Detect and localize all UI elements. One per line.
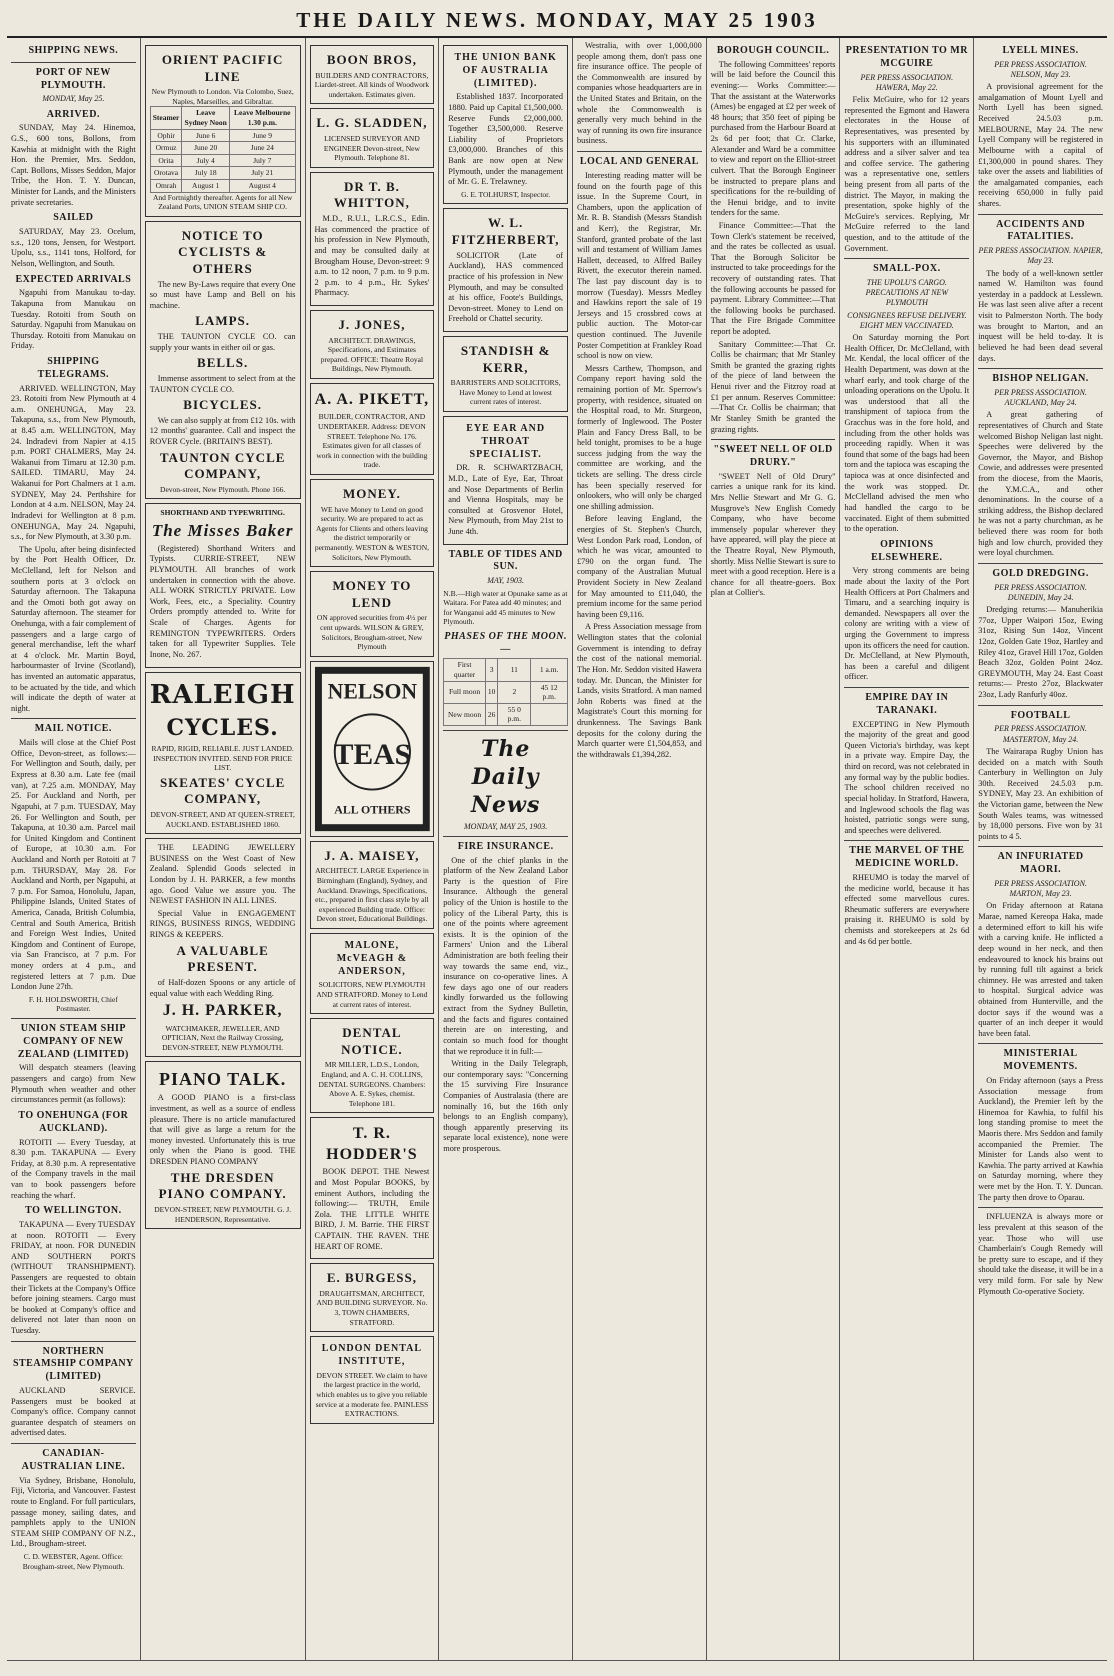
- table-cell: August 1: [182, 180, 230, 193]
- malone-ad: [310, 933, 435, 1014]
- opinions-text: Very strong comments are being made about the laxity of the Port Health Officers at Port Chalmers and Timaru, and a searching inquiry is demanded. Newspapers all over the colony are writing with a view of urging the Government to impress upon its officers the need for caution. Dr. McClelland, at New Plymouth, has been a careful and diligent officer.: [844, 566, 970, 682]
- canadian-line-heading: CANADIAN-AUSTRALIAN LINE.: [21, 1448, 126, 1472]
- northern-steamship-text: AUCKLAND SERVICE. Passengers must be booked at Company's office. Company cannot guarantee despatch of steamers on advertised dates.: [11, 1386, 136, 1438]
- table-cell: August 4: [230, 180, 296, 193]
- football-text: The Wairarapa Rugby Union has decided on a match with South Canterbury in Wellington on July 30th. Received 24.5.03 p.m. SYDNEY, May 23. An exhibition of the Victorian game, between the New South Wales teams, was witnessed by 18,000 persons. Five won by 31 points to 4 5.: [978, 746, 1103, 841]
- local-general-text-3: Before leaving England, the energies of St. Stephen's Church, West London Park road, London, of which he was vicar, amounted to £790 on the organ fund. The company of the Australian Mutual Provident Society in New Zealand for May amounted to £11,040, the premium income for the same period having been £9,116.: [577, 514, 702, 619]
- jones-heading: J. JONES,: [338, 316, 406, 332]
- divider: [577, 151, 702, 152]
- moon-heading: PHASES OF THE MOON.—: [444, 630, 567, 655]
- canadian-line-text: Via Sydney, Brisbane, Honolulu, Fiji, Victoria, and Vancouver. Fastest route to England. For full particulars, passage money, sailing dates, and pamphlets apply to the UNION STEAM SHIP COMPANY OF N.Z., Ltd., Brougham-street.: [11, 1475, 136, 1549]
- piano-ad: [145, 1061, 301, 1229]
- table-cell: 10: [485, 681, 498, 703]
- divider: [978, 563, 1103, 564]
- sweet-nell-heading: "SWEET NELL OF OLD DRURY.": [713, 444, 833, 468]
- table-cell: Ophir: [150, 129, 182, 142]
- parker-text: WATCHMAKER, JEWELLER, AND OPTICIAN, Next the Railway Crossing, DEVON-STREET, NEW PLYMOUTH.: [161, 1023, 284, 1052]
- sailed-text: SATURDAY, May 23. Ocelum, s.s., 120 tons, Jensen, for Westport. Upolu, s.s., 1141 tons, Holford, for Nelson, Wellington, and South.: [11, 227, 136, 268]
- smallpox-text: On Saturday morning the Port Health Officer, Dr. McClelland, with Mr. Kendal, the local officer of the Health Department, was down at the wharf early, and took charge of the unloading operations on the Upolu. It was understood that all the transhipment of tapioca from the Gracchus was in the fore hold, and including from the other holds was proceeding rapidly. When it was found that some of the bags had been torn and the tapioca was escaping the tapioca was at once disinfected and the work was stopped. Dr. McClelland advised the men who had handled the cargo to be vaccinated. Eight of them submitted to the operation.: [844, 333, 970, 534]
- marvel-text: RHEUMO is today the marvel of the medicine world, because it has effected some marvellous cures. Rheumatic sufferers are everywhere praising it. RHEUMO is sold by chemists and storekeepers at 2s 6d and 4s 6d per bottle.: [844, 872, 970, 946]
- table-row: [444, 659, 568, 681]
- column-4: [439, 38, 573, 1660]
- london-dental-text: DEVON STREET. We claim to have the largest practice in the world, which enables us to give you reliable service at a moderate fee. PAINLESS EXTRACTIONS.: [315, 1370, 429, 1419]
- standish-heading: STANDISH & KERR,: [460, 342, 551, 375]
- fitzherbert-heading: W. L. FITZHERBERT,: [451, 215, 560, 248]
- boon-heading: BOON BROS,: [326, 52, 417, 67]
- lyell-text: A provisional agreement for the amalgamation of Mount Lyell and North Lyell has been signed. Received 24.5.03 p.m. MELBOURNE, May 24. The new Lyell Company will be registered in Melbourne with a capital of £1,300,000 in pound shares. They take over the assets and liabilities of the amalgamated companies, each receiving 650,000 in fully paid shares.: [978, 82, 1103, 208]
- maori-text: On Friday afternoon at Ratana Marae, named Kereopa Haka, made a determined effort to kill his wife with a carving knife. He inflicted a deep wound in her neck, and then endeavoured to knock his brains out by running full tilt against a brick chimney. He was arrested and taken to hospital. Surgical advice was obtained from Hunterville, and the doctor says if the wound was a quarter of an inch deeper it would have been fatal.: [978, 901, 1103, 1038]
- skeates-text: DEVON-STREET, AND AT QUEEN-STREET, AUCKLAND. ESTABLISHED 1860.: [150, 809, 295, 829]
- parker-heading: J. H. PARKER,: [162, 1002, 283, 1020]
- london-dental-ad: [310, 1336, 435, 1424]
- table-cell: 1 a.m.: [531, 659, 568, 681]
- maisey-text: ARCHITECT. LARGE Experience in Birmingham (England), Sydney, and Auckland. Drawings, Specifications, etc., prepared in first class style by all experienced Building trade. Office: Devon street, Educational Buildings.: [315, 866, 429, 924]
- empire-day-heading: EMPIRE DAY IN TARANAKI.: [865, 692, 949, 716]
- dental-heading: DENTAL NOTICE.: [341, 1025, 403, 1057]
- paper-title: The Daily News: [470, 736, 541, 819]
- london-dental-heading: LONDON DENTAL INSTITUTE,: [321, 1343, 423, 1367]
- nelson-logo-bottom: ALL OTHERS: [333, 802, 410, 817]
- telegrams-heading: SHIPPING TELEGRAMS.: [37, 355, 110, 380]
- sweet-nell-text: "SWEET Nell of Old Drury" carries a unique rank for its kind. Mrs Nellie Stewart and Mr G. G. Musgrove's New English Comedy Company, who have become immensely popular wherever they have appeared, will play the piece at the Theatre Royal, New Plymouth, shortly. Miss Nellie Stewart is sure to meet with a good reception. Here is a chance for all theatre-goers. Box plan at Collier's.: [710, 471, 836, 598]
- divider: [978, 214, 1103, 215]
- mail-notice-heading: MAIL NOTICE.: [34, 723, 112, 735]
- money-heading: MONEY.: [342, 485, 401, 501]
- table-cell: June 24: [230, 142, 296, 155]
- lyell-heading: LYELL MINES.: [1002, 45, 1079, 56]
- maori-subheading: PER PRESS ASSOCIATION. MARTON, May 23.: [994, 879, 1087, 899]
- lend-text: ON approved securities from 4½ per cent upwards. WILSON & GREY, Solicitors, Brougham-street, New Plymouth: [316, 613, 427, 652]
- orient-heading: ORIENT PACIFIC LINE: [161, 52, 284, 84]
- divider: [11, 1341, 136, 1342]
- table-header: Leave Sydney Noon: [182, 107, 230, 129]
- lyell-subheading: PER PRESS ASSOCIATION. NELSON, May 23.: [994, 59, 1087, 80]
- jones-text: ARCHITECT. DRAWINGS, Specifications, and Estimates prepared. OFFICE: Theatre Royal Buildings, New Plymouth.: [320, 335, 424, 374]
- boon-text: BUILDERS AND CONTRACTORS, Liardet-street. All kinds of Woodwork undertaken. Estimates given.: [314, 70, 430, 99]
- table-cell: Ormuz: [150, 142, 182, 155]
- northern-steamship-heading: NORTHERN STEAMSHIP COMPANY (LIMITED): [12, 1345, 134, 1383]
- divider: [978, 846, 1103, 847]
- divider: [443, 836, 568, 837]
- table-cell: 55 0 p.m.: [498, 703, 531, 725]
- opinions-heading: OPINIONS ELSEWHERE.: [871, 538, 943, 563]
- nelson-logo-top: NELSON: [327, 679, 417, 704]
- table-row: [150, 154, 295, 167]
- sladden-text: LICENSED SURVEYOR AND ENGINEER Devon-street, New Plymouth. Telephone 81.: [323, 134, 420, 163]
- divider: [11, 62, 136, 63]
- table-cell: July 4: [182, 154, 230, 167]
- lamps-heading: LAMPS.: [195, 313, 251, 329]
- maisey-heading: J. A. MAISEY,: [324, 847, 420, 863]
- divider: [844, 840, 969, 841]
- table-cell: July 21: [230, 167, 296, 180]
- column-7: [840, 38, 974, 1660]
- smallpox-subheading-2: CONSIGNEES REFUSE DELIVERY. EIGHT MEN VACCINATED.: [847, 310, 967, 330]
- borough-council-heading: BOROUGH COUNCIL.: [716, 45, 830, 56]
- telegrams-text: ARRIVED. WELLINGTON, May 23. Rotoiti from New Plymouth at 4 a.m. ONEHUNGA, May 23. Takapuna, s.s., from New Plymouth, at 8.45 a.m. WELLINGTON, May 24. Indradevi from Napier at 4.15 p.m. PORT CHALMERS, May 24. Wakanui from Timaru at 12.30 p.m. SAILED. TIMARU, May 24. Wakanui for Port Chalmers at 1 a.m. SYDNEY, May 24. Perthshire for London at 4 a.m. NELSON, May 24. Indradevi for Wellington at 8 p.m. ONEHUNGA, May 24. Ngapuhi, s.s., for New Plymouth, at 3.30 p.m.: [11, 383, 136, 542]
- borough-council-text-3: Sanitary Committee:—That Cr. Collis be chairman; that Mr Stanley Smith be granted the grazing rights of the piece of land between the Henui river and the Fitzroy road at £1 per annum. Reserves Committee:—That Cr. Collis be chairman; that Mr Stanley Smith be granted the grazing rights.: [710, 339, 836, 434]
- local-general-text-4: A Press Association message from Wellington states that the colonial Government is intending to defray the cost of the national memorial. The Hon. Mr. Seddon visited Hawera today. Mr. Duncan, the Minister for Lands, visits Stratford. A man named John Roberts was fined at the Magistrate's Court this morning for drunkenness. The Savings Bank deposits for the colony during the March quarter were £1,504,853, and the withdrawals £1,394,282.: [577, 622, 702, 759]
- table-cell: 11: [498, 659, 531, 681]
- football-heading: FOOTBALL: [1010, 709, 1071, 721]
- divider: [844, 258, 969, 259]
- raleigh-heading: RALEIGH: [149, 679, 296, 710]
- malone-text: SOLICITORS, NEW PLYMOUTH AND STRATFORD. Money to Lend at current rates of interest.: [316, 980, 428, 1009]
- lend-ad: [310, 571, 435, 657]
- table-cell: Orotava: [150, 167, 182, 180]
- cycles-heading: CYCLES.: [166, 714, 279, 741]
- table-cell: 45 12 p.m.: [531, 681, 568, 703]
- presentation-text: Felix McGuire, who for 12 years represented the Egmont and Hawera electorates in the House of Representatives, was presented by his supporters with an illuminated address and a silver salver and tea and coffee service. The gathering was a representative one, settlers being present from all parts of the district. The Mayor, in making the presentation, spoke highly of the McGuire's services. Replying, Mr McGuire referred to the land question, and to the attitude of the Government.: [844, 95, 970, 253]
- jones-ad: [310, 310, 435, 379]
- shipping-body: The Upolu, after being disinfected by the Port Health Officer, Dr. McClelland, left for Nelson and southern ports at 3 o'clock on Saturday afternoon. The Takapuna and the Omoti both got away on Saturday afternoon. The steamer for Onehunga, with a fair complement of passengers and a large cargo of general merchandise, left the wharf at 4 o'clock. Mr. Martin Boyd, harbourmaster of Irvine (Scotland), has invented an automatic apparatus, to be actuated by the tide, and which will indicate the depth of water at night.: [11, 544, 136, 713]
- bells-text: Immense assortment to select from at the TAUNTON CYCLE CO.: [149, 373, 296, 394]
- table-row: [150, 142, 295, 155]
- special-text: Special Value in ENGAGEMENT RINGS, BUSINESS RINGS, WEDDING RINGS & KEEPERS.: [149, 908, 296, 940]
- sailing-table: [150, 106, 296, 192]
- shorthand-heading: SHORTHAND AND TYPEWRITING.: [160, 508, 285, 518]
- columns: [7, 38, 1107, 1661]
- table-cell: New moon: [444, 703, 486, 725]
- lend-heading: MONEY TO LEND: [332, 578, 412, 610]
- bells-heading: BELLS.: [197, 355, 249, 371]
- divider: [844, 687, 969, 688]
- divider: [11, 1443, 136, 1444]
- column-1: [7, 38, 141, 1660]
- table-cell: July 18: [182, 167, 230, 180]
- baker-heading: The Misses Baker: [151, 521, 294, 541]
- dresden-text: DEVON-STREET, NEW PLYMOUTH. G. J. HENDERSON, Representative.: [154, 1204, 292, 1224]
- football-subheading: PER PRESS ASSOCIATION. MASTERTON, May 24.: [994, 724, 1087, 744]
- borough-council-text: The following Committees' reports will be laid before the Council this evening:— Works Committee:—That the assistant at the Waterworks (Ames) be engaged at £2 per week of 48 hours; that 350 feet of piping be purchased from the Harbour Board at 2s 6d per foot; that Cr. Clarke, Alexander and Ward be a committee to view and report on the Elliot-street culvert. That the Borough Engineer be instructed to prepare plans and specifications for the re-building of the Henui bridge, and to invite tenders for the same.: [710, 59, 836, 218]
- divider: [978, 368, 1103, 369]
- paper-date: MONDAY, MAY 25, 1903.: [464, 821, 548, 831]
- tides-heading: TABLE OF TIDES AND SUN.: [448, 548, 563, 573]
- gold-dredging-subheading: PER PRESS ASSOCIATION. DUNEDIN, May 24.: [994, 582, 1087, 602]
- maori-heading: AN INFURIATED MAORI.: [997, 851, 1084, 876]
- column-5: [573, 38, 707, 1660]
- dresden-heading: THE DRESDEN PIANO COMPANY.: [158, 1169, 287, 1202]
- divider: [711, 439, 836, 440]
- shipping-date: MONDAY, May 25.: [42, 94, 105, 104]
- fire-insurance-text: One of the chief planks in the platform of the New Zealand Labor Party is the question of Fire Insurance. Although the general policy of the Union is hostile to the policy of the Liberal Party, this is one of the points where agreement exists. It is the opinion of the Farmers' Union and the Liberal Administration are both feeling their way towards the same end, viz., insurance on co-operative lines. A few days ago one of our readers kindly forwarded us the following extract from the Sydney Bulletin, and the facts and figures contained therein are on interesting, and contain so much food for thought that we reproduce it in full:—: [443, 855, 569, 1056]
- column-6: [707, 38, 841, 1660]
- expected-heading: EXPECTED ARRIVALS: [15, 273, 132, 285]
- cyclists-text: The new By-Laws require that every One so must have Lamp and Bell on his machine.: [149, 279, 296, 310]
- orient-text: New Plymouth to London. Via Colombo, Suez, Naples, Marseilles, and Gibraltar.: [151, 87, 294, 106]
- divider: [978, 1043, 1103, 1044]
- wellington-text: TAKAPUNA — Every TUESDAY at noon. ROTOITI — Every FRIDAY, at noon. FOR DUNEDIN AND SOUTHERN PORTS (WITHOUT TRANSHIPMENT). Passengers are requested to obtain their Tickets at the Company's Office before joining steamers. Cargo must be booked at Company's office and delivered not later than noon on Tuesday.: [11, 1219, 136, 1336]
- table-header: Leave Melbourne 1.30 p.m.: [230, 107, 296, 129]
- standish-text: BARRISTERS AND SOLICITORS, Have Money to Lend at lowest current rates of interest.: [450, 378, 561, 407]
- shipping-news-heading: SHIPPING NEWS.: [28, 45, 119, 56]
- whitton-text: M.D., R.U.I., L.R.C.S., Edin. Has commenced the practice of his profession in New Plymouth, and may be consulted daily at Brougham House, Devon-street: 9 a.m. to 12 noon, 7 p.m. to 9 p.m. 2 p.m. to 4 p.m., Hr. Sykes' Pharmacy.: [314, 214, 430, 298]
- table-cell: 2: [498, 681, 531, 703]
- divider: [978, 1207, 1103, 1208]
- parker-ad: [145, 838, 301, 1057]
- hodder-text: BOOK DEPOT. THE Newest and Most Popular BOOKS, by eminent Authors, including the following:— TRUTH, Emile Zola. THE LITTLE WHITE BIRD, J. M. Barrie. THE FIRST CAPTAIN. THE RAVEN. THE HEART OF ROME.: [314, 1167, 430, 1251]
- cyclists-heading: NOTICE TO CYCLISTS & OTHERS: [178, 227, 268, 277]
- lamps-text: THE TAUNTON CYCLE CO. can supply your wants in either oil or gas.: [149, 332, 296, 352]
- baker-ad: [145, 503, 301, 667]
- masthead: [7, 5, 1107, 38]
- ministerial-text: On Friday afternoon (says a Press Association message from Auckland), the Premier left by the Hinemoa for Kawhia, to fulfil his long standing promise to meet the Maoris there. Mrs Seddon and family accompanied the Premier. The Minister for Lands also went to Kawhia. The party arrived at Kawhia on Saturday morning, where they were met by the Hon. T. Y. Duncan. The party then drove to Oparau.: [978, 1076, 1103, 1202]
- local-general-heading: LOCAL AND GENERAL: [579, 156, 699, 168]
- taunton-heading: TAUNTON CYCLE COMPANY,: [159, 449, 286, 482]
- masthead-title: THE DAILY NEWS. MONDAY, MAY 25 1903: [296, 8, 818, 32]
- taunton-text: Devon-street, New Plymouth. Phone 166.: [160, 484, 286, 494]
- dental-ad: [310, 1018, 435, 1113]
- pikett-heading: A. A. PIKETT,: [314, 390, 430, 408]
- fire-insurance-heading: FIRE INSURANCE.: [457, 840, 554, 852]
- influenza-text: INFLUENZA is always more or less prevalent at this season of the year. Those who will use Chamberlain's Cough Remedy will be pretty sure to escape, and if they should take the disease, it will be in a very mild form. For sale by New Plymouth Co-operative Society.: [978, 1212, 1103, 1296]
- bishop-heading: BISHOP NELIGAN.: [992, 373, 1089, 385]
- union-bank-ad: [443, 45, 568, 204]
- burgess-text: DRAUGHTSMAN, ARCHITECT, AND BUILDING SURVEYOR. No. 3, TOWN CHAMBERS, STRATFORD.: [316, 1288, 428, 1327]
- burgess-heading: E. BURGESS,: [326, 1270, 417, 1286]
- union-bank-heading: THE UNION BANK OF AUSTRALIA (LIMITED).: [454, 52, 557, 89]
- burgess-ad: [310, 1263, 435, 1332]
- onehunga-heading: TO ONEHUNGA (FOR AUCKLAND).: [18, 1109, 129, 1134]
- fitzherbert-ad: [443, 208, 568, 332]
- cyclists-ad: [145, 221, 301, 500]
- fire-insurance-text-2: Writing in the Daily Telegraph, our contemporary says: "Concerning the 15 surviving Fire Insurance Companies of Australasia (there are nominally 16, but the 16th only belongs to an English company), though apparently preserving its separate local existence), none were more prosperous.: [443, 1059, 569, 1153]
- gold-dredging-heading: GOLD DREDGING.: [992, 567, 1089, 579]
- table-row: [444, 681, 568, 703]
- table-cell: Orita: [150, 154, 182, 167]
- accidents-subheading: PER PRESS ASSOCIATION. NAPIER, May 23.: [978, 246, 1103, 266]
- union-bank-signature: G. E. TOLHURST, Inspector.: [461, 189, 551, 199]
- sailed-heading: SAILED: [53, 212, 94, 224]
- money-text: WE have Money to Lend on good security. We are prepared to act as Agents for Clients and others leaving the district temporarily or permanently. WESTON & WESTON, Solicitors, New Plymouth.: [314, 504, 429, 562]
- local-general-text-2: Messrs Carthew, Thompson, and Company report having sold the remaining portion of Mr. Sperrow's property, with residence, situated on the Hospital road, to Mr. Sturgeon, formerly of Inglewood. The Poster Plain and Fancy Dress Ball, to be held tonight, promises to be a huge success judging from the way the committee are working, and the tickets are selling. The dress circle has been specially reserved for onlookers, who will only be charged one shilling admission.: [577, 363, 702, 511]
- sladden-heading: L. G. SLADDEN,: [316, 115, 428, 131]
- baker-text: (Registered) Shorthand Writers and Typists. CURRIE-STREET, NEW PLYMOUTH. All branches of work undertaken in connection with the above. ALL WORK STRICTLY PRIVATE. Low Work, Fees, etc., a Speciality. Country Orders promptly attended to. Write for Scale of Charges. Agents for REMINGTON TYPEWRITERS. Orders taken for all Typewriter Supplies. Tele Inone, No. 267.: [149, 543, 296, 659]
- mail-notice-text: Mails will close at the Chief Post Office, Devon-street, as follows:— For Wellington and South, daily, per Express at 8.30 a.m. Late fee (mail van), at 7.25 a.m. MONDAY, May 25. For Auckland and North, per Ngapuhi, at 7 p.m. TUESDAY, May 26. For Wellington and South, per Takapuna, at 10.30 a.m. Parcel mail for United Kingdom and Continent of Europe, at 10.30 a.m. For Auckland and North per Rotoiti at 7 p.m. THURSDAY, May 28. For Auckland and North, per Ngapuhi, at 7 p.m. For Samoa, Honolulu, Japan, Philippine Islands, United States of America, Canada, British Columbia, Central and South America, British and Foreign West Indies, United Kingdom and Continent of Europe, via San Francisco, at 7 p.m. For money orders at 4 p.m., and registered letters at 7 p.m. Due London June 27th.: [11, 738, 136, 992]
- tides-note: N.B.—High water at Opunake same as at Waitara. For Patea add 40 minutes; and for Wanganui add 45 minutes to New Plymouth.: [443, 588, 568, 627]
- newspaper-page: [7, 5, 1107, 1665]
- table-cell: Full moon: [444, 681, 486, 703]
- gold-dredging-text: Dredging returns:— Manuherikia 77oz, Upper Waipori 15oz, Ewing 31oz, Rising Sun 14oz, Vincent 12oz, Golden Gate 19oz, Hartley and Riley 41oz, Gravel Hill 17oz, Golden Beach 32oz, Golden Point 24oz. GREYMOUTH, May 24. East Coast returns:— Presto 27oz, Blackwater 23oz, Lady Ranfurly 40oz.: [978, 605, 1103, 700]
- presentation-subheading: PER PRESS ASSOCIATION. HAWERA, May 22.: [860, 72, 954, 92]
- empire-day-text: EXCEPTING in New Plymouth the majority of the great and good Queen Victoria's birthday, was kept in a private way. Empire Day, the third on record, was not celebrated in any formal way by the public bodies. The school children received no special holiday. In Stratford, Hawera, and Inglewood schools the flag was hoisted, patriotic songs were sung, and speeches were delivered.: [844, 719, 970, 835]
- union-bank-text: Established 1837. Incorporated 1880. Paid up Capital £1,500,000. Reserve Funds £2,000,000. Together £3,500,000. Reserve Liability of Proprietors £3,000,000. Branches of this Bank are now open at New Plymouth, under the management of Mr. G. E. Trelawney.: [448, 92, 564, 187]
- postmaster-signature: F. H. HOLDSWORTH, Chief Postmaster.: [28, 994, 118, 1014]
- sladden-ad: [310, 108, 435, 167]
- smallpox-subheading: THE UPOLU'S CARGO. PRECAUTIONS AT NEW PLYMOUTH: [865, 278, 949, 308]
- eye-specialist-text: DR. R. SCHWARTZBACH, M.D., Late of Eye, Ear, Throat and Nose Departments of Berlin and Vienna Hospitals, may be consulted at Grosvenor Hotel, New Plymouth, from May 21st to June 4th.: [448, 463, 564, 537]
- smallpox-heading: SMALL-POX.: [873, 263, 941, 275]
- divider: [11, 1018, 136, 1019]
- tides-subheading: MAY, 1903.: [487, 576, 525, 586]
- dental-text: MR MILLER, L.D.S., London, England, and A. C. H. COLLINS, DENTAL SURGEONS. Chambers: Above A. E. Sykes, chemist. Telephone 181.: [318, 1060, 426, 1108]
- whitton-heading: DR T. B. WHITTON,: [333, 178, 410, 211]
- table-cell: Omrah: [150, 180, 182, 193]
- whitton-ad: [310, 172, 435, 306]
- table-cell: June 9: [230, 129, 296, 142]
- accidents-heading: ACCIDENTS AND FATALITIES.: [996, 218, 1086, 243]
- skeates-heading: SKEATES' CYCLE COMPANY,: [159, 774, 286, 807]
- fire-insurance-continued: Westralia, with over 1,000,000 people among them, don't pass one fire insurance office. The people of the Commonwealth are insured by companies whose headquarters are in the United States and Britain, on the whole the Commonwealth is generally very much behind in the way of running its own fire insurance business.: [577, 41, 702, 146]
- nelson-teas-ad: [310, 661, 435, 837]
- piano-text: A GOOD PIANO is a first-class investment, as well as a source of endless pleasure. There is no article manufactured that will give as large a return for the money invested. Unfortunately this is true only when the Piano is good. THE DRESDEN PIANO COMPANY: [149, 1093, 296, 1167]
- divider: [11, 718, 136, 719]
- bicycles-text: We can also supply at from £12 10s. with 12 months' guarantee. Call and inspect the ROVER Cycle. (BRITAIN'S BEST).: [149, 415, 296, 447]
- table-row: [150, 180, 295, 193]
- local-general-text: Interesting reading matter will be found on the fourth page of this issue. In the Supreme Court, in Chambers, upon the application of Mr. R. B. Standish (Messrs Standish and Kerr), the Registrar, Mr. Stanford, granted probate of the last will and testament of William James Hallett, deceased, to Alfred Bailey Rivett, the executor therein named. The last pay discount day is to morrow (Tuesday). Messrs Medley and Hawkins report the sale of 19 Jerseys and 15 crossbred cows at public auction. The Motor-car question continued. The Juvenile Poster Competition at Frankley Road school is now on view.: [577, 170, 702, 361]
- table-cell: 3: [485, 659, 498, 681]
- maisey-ad: [310, 841, 435, 929]
- column-2: [141, 38, 306, 1660]
- ministerial-heading: MINISTERIAL MOVEMENTS.: [1003, 1048, 1078, 1073]
- expected-text: Ngapuhi from Manukau to-day. Takapuna from Manukau on Tuesday. Rotoiti from South on Saturday. Ngapuhi from Manukau on Thursday. Rotoiti from Manukau on Friday.: [11, 288, 136, 351]
- borough-council-text-2: Finance Committee:—That the Town Clerk's statement be received, and the rates be collected as usual. That the Borough Solicitor be instructed to take proceedings for the recovery of outstanding rates. That the following accounts be passed for payment. Library Committee:—That the following books be purchased. That the Fire Brigade Committee report be adopted.: [710, 220, 836, 337]
- table-row: [150, 129, 295, 142]
- eye-specialist-ad: [443, 416, 568, 545]
- moon-table: [443, 658, 568, 726]
- divider: [443, 730, 568, 731]
- pikett-ad: [310, 383, 435, 475]
- fitzherbert-text: SOLICITOR (Late of Auckland), HAS commenced practice of his profession in New Plymouth, and may be consulted at his office, Foote's Buildings, Devon-street. Money to Lend on Freehold or Chattel security.: [448, 250, 564, 324]
- nelson-teas-logo: [313, 664, 432, 834]
- accidents-text: The body of a well-known settler named W. Hamilton was found yesterday in a paddock at Lesslewn. He was last seen alive after a recent visit to Palmerston North. The body was brought to Marton, and an inquest will be held to-day. It is believed he had been dead several days.: [978, 268, 1103, 363]
- valuable-text: of Half-dozen Spoons or any article of equal value with each Wedding Ring.: [149, 977, 296, 998]
- raleigh-ad: [145, 672, 301, 835]
- bishop-subheading: PER PRESS ASSOCIATION. AUCKLAND, May 24.: [994, 387, 1087, 408]
- table-cell: [531, 703, 568, 725]
- table-row: [444, 703, 568, 725]
- table-cell: June 6: [182, 129, 230, 142]
- leading-text: THE LEADING JEWELLERY BUSINESS on the West Coast of New Zealand. Splendid Goods selected in London by J. H. PARKER, a few months ago. Good Value we assure you. The NEWEST FASHION IN ALL LINES.: [149, 843, 296, 906]
- table-row: [150, 167, 295, 180]
- union-steamship-heading: UNION STEAM SHIP COMPANY OF NEW ZEALAND (LIMITED): [17, 1023, 129, 1060]
- port-heading: PORT OF NEW PLYMOUTH.: [35, 66, 111, 91]
- money-ad: [310, 479, 435, 567]
- raleigh-text: RAPID, RIGID, RELIABLE. JUST LANDED. INSPECTION INVITED. SEND FOR PRICE LIST.: [151, 743, 294, 773]
- orient-note: And Fortnightly thereafter. Agents for all New Zealand Ports, UNION STEAM SHIP CO.: [152, 192, 293, 212]
- wellington-heading: TO WELLINGTON.: [25, 1205, 122, 1217]
- hodder-heading: T. R. HODDER'S: [326, 1125, 418, 1163]
- column-8: [974, 38, 1107, 1660]
- table-header: Steamer: [150, 107, 182, 129]
- nelson-logo-mid: TEAS: [333, 738, 411, 771]
- column-3: [306, 38, 440, 1660]
- bishop-text: A great gathering of representatives of Church and State welcomed Bishop Neligan last night. Speeches were delivered by the Governor, the Mayor, and Bishop Cowie, and addresses were presented from the diocese, from the Maoris, the Y.M.C.A., and other denominations. In the course of a striking address, the Bishop declared he was not a party churchman, as he believed there was room for both high and low church, provided they were loyal churchmen.: [978, 410, 1103, 558]
- boon-ad: [310, 45, 435, 104]
- table-cell: 26: [485, 703, 498, 725]
- pikett-text: BUILDER, CONTRACTOR, AND UNDERTAKER. Address: DEVON STREET. Telephone No. 176. Estimates given for all classes of work in connection with the building trade.: [316, 412, 428, 470]
- divider: [978, 705, 1103, 706]
- standish-ad: [443, 336, 568, 412]
- union-steamship-text: Will despatch steamers (leaving passengers and cargo) from New Plymouth when weather and other circumstances permit (as follows):: [11, 1063, 136, 1105]
- table-cell: July 7: [230, 154, 296, 167]
- bicycles-heading: BICYCLES.: [183, 397, 262, 413]
- orient-line-ad: [145, 45, 301, 217]
- arrived-text: SUNDAY, May 24. Hinemoa, G.S., 600 tons, Bollons, from Kawhia at midnight with the Right Hon. the Premier, Mrs. Seddon, Capt. Bollons, Misses Seddon, Major Tribe, the Hon. T. Y. Duncan, Minister for Lands, and the Ministers private secretaries.: [11, 123, 136, 207]
- valuable-heading: A VALUABLE PRESENT.: [176, 942, 269, 975]
- table-cell: June 20: [182, 142, 230, 155]
- agent-signature: C. D. WEBSTER, Agent. Office: Brougham-street, New Plymouth.: [22, 1551, 124, 1571]
- marvel-heading: THE MARVEL OF THE MEDICINE WORLD.: [849, 845, 965, 870]
- table-cell: First quarter: [444, 659, 486, 681]
- presentation-heading: PRESENTATION TO MR MCGUIRE: [845, 45, 968, 69]
- onehunga-text: ROTOITI — Every Tuesday, at 8.30 p.m. TAKAPUNA — Every Friday, at 8.30 p.m. A representative of the Company travels in the mail van to book passengers before reaching the wharf.: [11, 1137, 136, 1200]
- piano-heading: PIANO TALK.: [158, 1069, 287, 1090]
- eye-specialist-heading: EYE EAR AND THROAT SPECIALIST.: [466, 423, 546, 460]
- arrived-heading: ARRIVED.: [46, 108, 100, 120]
- malone-heading: MALONE, McVEAGH & ANDERSON,: [336, 939, 408, 977]
- hodder-ad: [310, 1117, 435, 1259]
